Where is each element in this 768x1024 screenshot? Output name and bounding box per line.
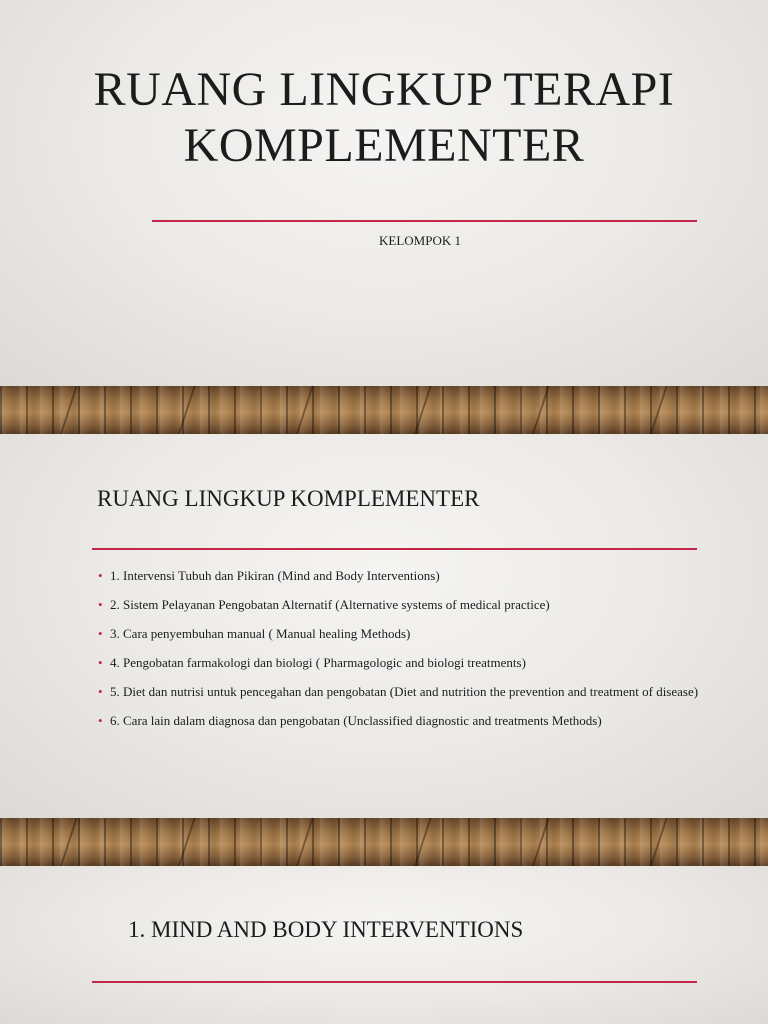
title-divider — [152, 220, 697, 222]
scope-heading: RUANG LINGKUP KOMPLEMENTER — [97, 486, 480, 511]
list-item-text: 6. Cara lain dalam diagnosa dan pengobatan (Unclassified diagnostic and treatments Methods) — [110, 713, 602, 728]
slide-mind-body — [0, 866, 768, 1024]
list-item-text: 1. Intervensi Tubuh dan Pikiran (Mind and Body Interventions) — [110, 568, 440, 583]
slide-title — [0, 0, 768, 386]
title-line-1: RUANG LINGKUP TERAPI — [93, 63, 675, 116]
scope-divider — [92, 548, 697, 550]
slide-title-heading — [40, 62, 728, 174]
list-item — [98, 566, 708, 585]
list-item — [98, 595, 708, 614]
wood-floor-divider — [0, 386, 768, 434]
wood-floor-divider — [0, 818, 768, 866]
list-item-text: 3. Cara penyembuhan manual ( Manual healing Methods) — [110, 626, 411, 641]
list-item-text: 5. Diet dan nutrisi untuk pencegahan dan pengobatan (Diet and nutrition the prevention and treatment of disease) — [110, 684, 699, 699]
list-item — [98, 711, 708, 730]
list-item — [98, 624, 708, 643]
bullet-dot-icon: • — [98, 597, 103, 612]
title-line-2: KOMPLEMENTER — [183, 119, 585, 172]
list-item — [98, 653, 708, 672]
slide-subtitle: KELOMPOK 1 — [379, 233, 461, 248]
mind-body-heading: 1. MIND AND BODY INTERVENTIONS — [128, 917, 524, 942]
bullet-dot-icon: • — [98, 713, 103, 728]
bullet-dot-icon: • — [98, 655, 103, 670]
list-item — [98, 682, 708, 701]
list-item-text: 2. Sistem Pelayanan Pengobatan Alternatif (Alternative systems of medical practice) — [110, 597, 550, 612]
list-item-text: 4. Pengobatan farmakologi dan biologi ( Pharmagologic and biologi treatments) — [110, 655, 526, 670]
bullet-dot-icon: • — [98, 568, 103, 583]
bullet-dot-icon: • — [98, 626, 103, 641]
mind-body-divider — [92, 981, 697, 983]
bullet-dot-icon: • — [98, 684, 103, 699]
scope-bullet-list — [98, 566, 708, 740]
